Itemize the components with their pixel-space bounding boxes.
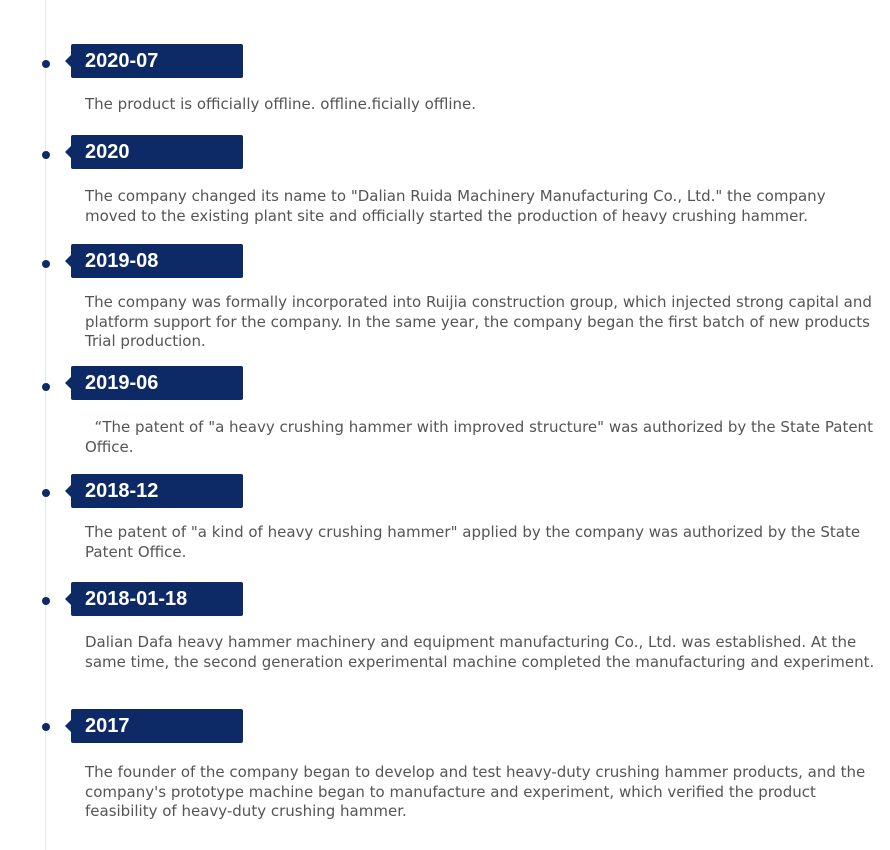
entry-description: The company changed its name to "Dalian Ruida Machinery Manufacturing Co., Ltd." the company moved to the existing plant site and officially started the production of heavy crushing hammer. [85, 187, 826, 225]
date-tag: 2018-12 [71, 474, 243, 508]
entry-description: The product is officially offline. offline.ficially offline. [85, 95, 476, 113]
timeline-dot-icon [42, 383, 50, 391]
entry-description: The company was formally incorporated into Ruijia construction group, which injected strong capital and platform support for the company. In the same year, the company began the first batch of new products Trial production. [85, 293, 872, 350]
date-tag: 2020 [71, 135, 243, 169]
timeline-dot-icon [42, 151, 50, 159]
timeline-dot-icon [42, 260, 50, 268]
date-tag: 2019-08 [71, 244, 243, 278]
entry-description: The patent of "a kind of heavy crushing hammer" applied by the company was authorized by the State Patent Office. [85, 523, 861, 561]
entry-description: The founder of the company began to develop and test heavy-duty crushing hammer products, and the company's prototype machine began to manufacture and experiment, which verified the product feasibility of heavy-duty crushing hammer. [85, 763, 866, 820]
date-tag: 2019-06 [71, 366, 243, 400]
timeline-dot-icon [42, 489, 50, 497]
entry-description: “The patent of "a heavy crushing hammer with improved structure" was authorized by the State Patent Office. [85, 418, 878, 456]
date-tag: 2017 [71, 709, 243, 743]
timeline-dot-icon [42, 60, 50, 68]
timeline-dot-icon [42, 723, 50, 731]
date-tag: 2020-07 [71, 44, 243, 78]
entry-description: Dalian Dafa heavy hammer machinery and equipment manufacturing Co., Ltd. was established. At the same time, the second generation experimental machine completed the manufacturing and experiment. [85, 633, 875, 671]
date-tag: 2018-01-18 [71, 582, 243, 616]
timeline-dot-icon [42, 597, 50, 605]
